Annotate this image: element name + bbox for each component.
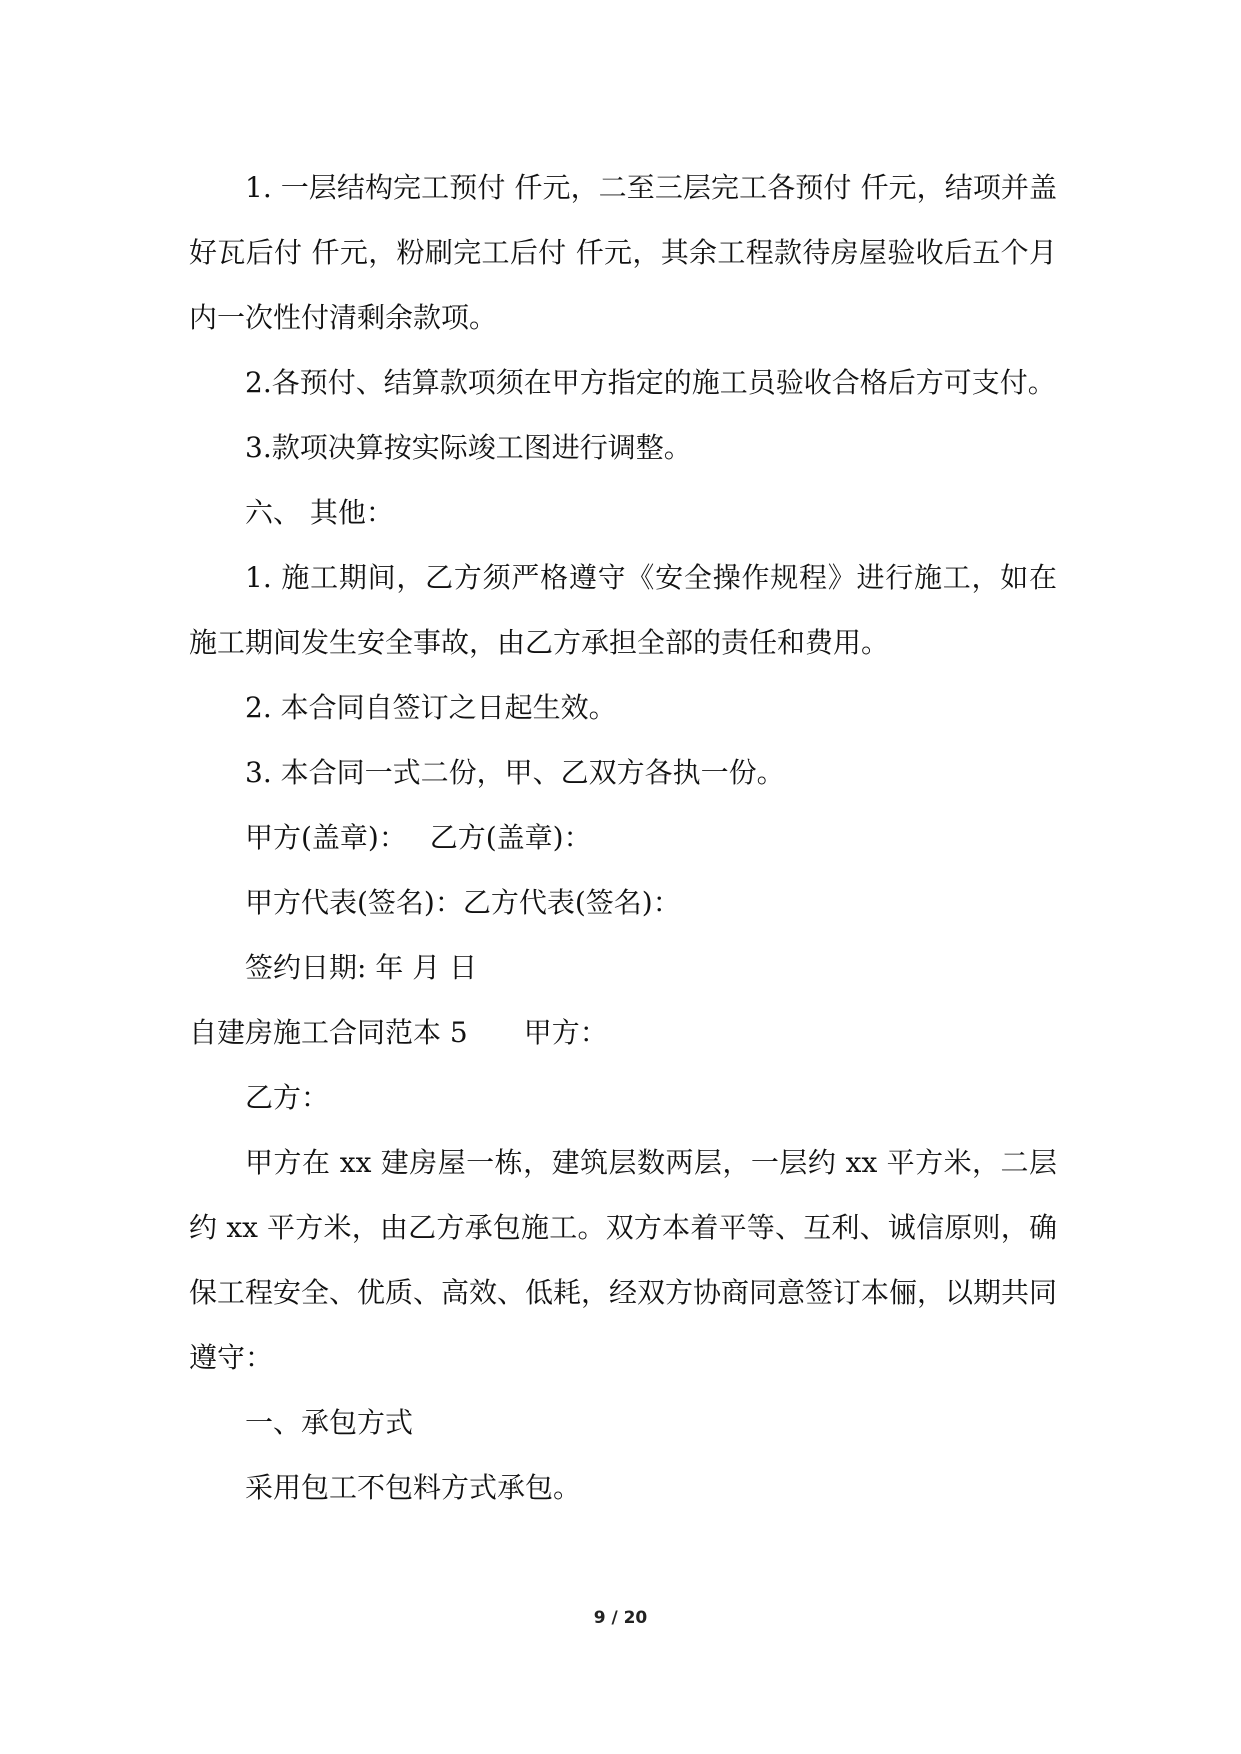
document-body [189,155,1057,1520]
party-b-line: 乙方： [245,1081,330,1114]
other-clause-1: 1. 施工期间，乙方须严格遵守《安全操作规程》进行施工，如在施工期间发生安全事故，由乙方承担全部的责任和费用。 [189,561,1057,659]
signature-line: 甲方代表(签名)：乙方代表(签名)： [245,886,681,919]
payment-clause-3: 3.款项决算按实际竣工图进行调整。 [245,431,692,464]
contract-mode-text: 采用包工不包料方式承包。 [245,1471,582,1504]
section-heading-other: 六、 其他： [245,496,394,529]
seal-line: 甲方(盖章)： 乙方(盖章)： [245,821,592,854]
page-number: 9 / 20 [593,1608,648,1628]
contract-title-party-a: 自建房施工合同范本 5 甲方： [189,1016,608,1049]
contract-preamble: 甲方在 xx 建房屋一栋，建筑层数两层，一层约 xx 平方米，二层约 xx 平方米，由乙方承包施工。双方本着平等、互利、诚信原则，确保工程安全、优质、高效、低耗，经双方协商同意签订本俪，以期共同遵守： [189,1146,1058,1374]
payment-clause-2: 2.各预付、结算款项须在甲方指定的施工员验收合格后方可支付。 [245,366,1056,399]
other-clause-2: 2. 本合同自签订之日起生效。 [245,691,617,724]
other-clause-3: 3. 本合同一式二份，甲、乙双方各执一份。 [245,756,785,789]
section-heading-contract-mode: 一、承包方式 [245,1406,414,1439]
signing-date-line: 签约日期: 年 月 日 [245,951,478,984]
payment-clause-1: 1. 一层结构完工预付 仟元，二至三层完工各预付 仟元，结项并盖好瓦后付 仟元，粉刷完工后付 仟元，其余工程款待房屋验收后五个月内一次性付清剩余款项。 [189,171,1057,334]
